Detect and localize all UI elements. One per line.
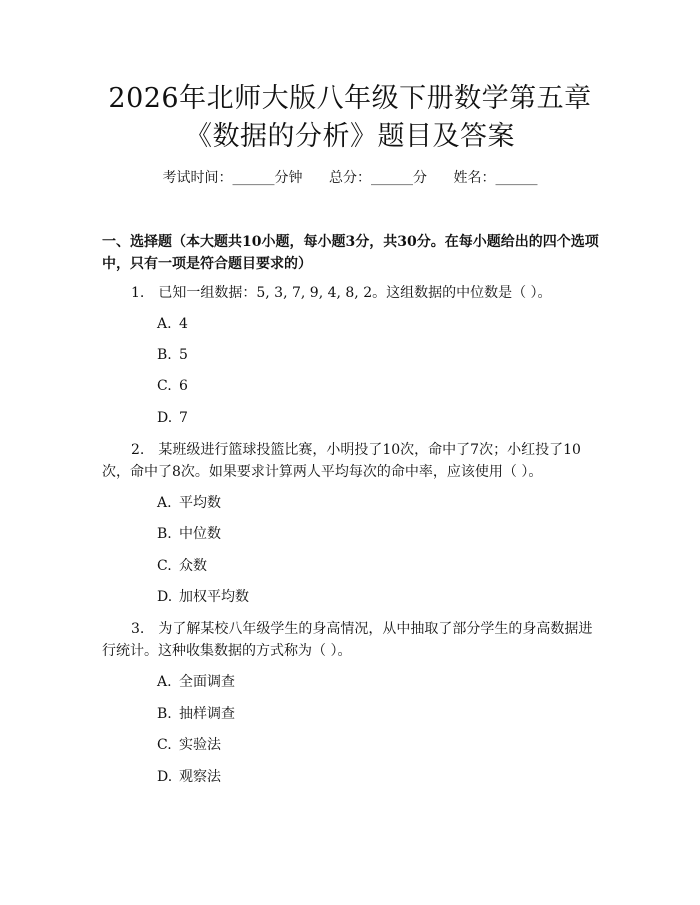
option-letter: D. — [157, 769, 173, 785]
option-1b — [157, 345, 188, 365]
option-text: 中位数 — [179, 526, 221, 542]
option-1d — [157, 408, 188, 428]
option-3d — [157, 767, 221, 787]
total-score: 总分：______分 — [329, 170, 427, 186]
question-number: 2. — [131, 442, 145, 458]
option-letter: A. — [157, 495, 172, 511]
option-letter: C. — [157, 737, 172, 753]
option-text: 实验法 — [179, 737, 221, 753]
question-2 — [102, 439, 602, 483]
question-text: 某班级进行篮球投篮比赛，小明投了10次，命中了7次；小红投了10次，命中了8次。如果要求计算两人平均每次的命中率，应该使用（ ）。 — [102, 442, 581, 480]
question-number: 1. — [131, 285, 145, 301]
exam-info — [0, 168, 700, 188]
option-letter: D. — [157, 589, 173, 605]
option-letter: B. — [157, 706, 172, 722]
question-text: 为了解某校八年级学生的身高情况，从中抽取了部分学生的身高数据进行统计。这种收集数据的方式称为（ ）。 — [102, 621, 593, 659]
option-text: 加权平均数 — [179, 589, 249, 605]
option-3b — [157, 704, 235, 724]
option-3c — [157, 735, 221, 755]
option-letter: C. — [157, 558, 172, 574]
page-title: 2026年北师大版八年级下册数学第五章《数据的分析》题目及答案 — [108, 83, 592, 152]
option-letter: C. — [157, 378, 172, 394]
option-letter: A. — [157, 316, 172, 332]
option-2d — [157, 587, 249, 607]
option-letter: B. — [157, 347, 172, 363]
question-text: 已知一组数据：5, 3, 7, 9, 4, 8, 2。这组数据的中位数是（ ）。 — [158, 285, 552, 301]
option-text: 4 — [179, 316, 188, 332]
question-3 — [102, 618, 602, 662]
option-text: 平均数 — [179, 495, 221, 511]
option-text: 5 — [179, 347, 188, 363]
exam-time: 考试时间：______分钟 — [162, 170, 303, 186]
option-text: 众数 — [179, 558, 207, 574]
section-heading: 一、选择题（本大题共10小题，每小题3分，共30分。在每小题给出的四个选项中，只有一项是符合题目要求的） — [102, 234, 599, 272]
option-text: 观察法 — [179, 769, 221, 785]
option-text: 6 — [179, 378, 188, 394]
question-1 — [102, 282, 602, 304]
option-1c — [157, 376, 188, 396]
option-text: 抽样调查 — [179, 706, 235, 722]
question-number: 3. — [131, 621, 145, 637]
option-1a — [157, 314, 188, 334]
option-text: 全面调查 — [179, 674, 235, 690]
option-text: 7 — [179, 410, 188, 426]
option-3a — [157, 672, 235, 692]
student-name: 姓名：______ — [453, 170, 538, 186]
option-2c — [157, 556, 207, 576]
option-letter: B. — [157, 526, 172, 542]
option-2a — [157, 493, 221, 513]
option-letter: D. — [157, 410, 173, 426]
option-letter: A. — [157, 674, 172, 690]
option-2b — [157, 524, 221, 544]
